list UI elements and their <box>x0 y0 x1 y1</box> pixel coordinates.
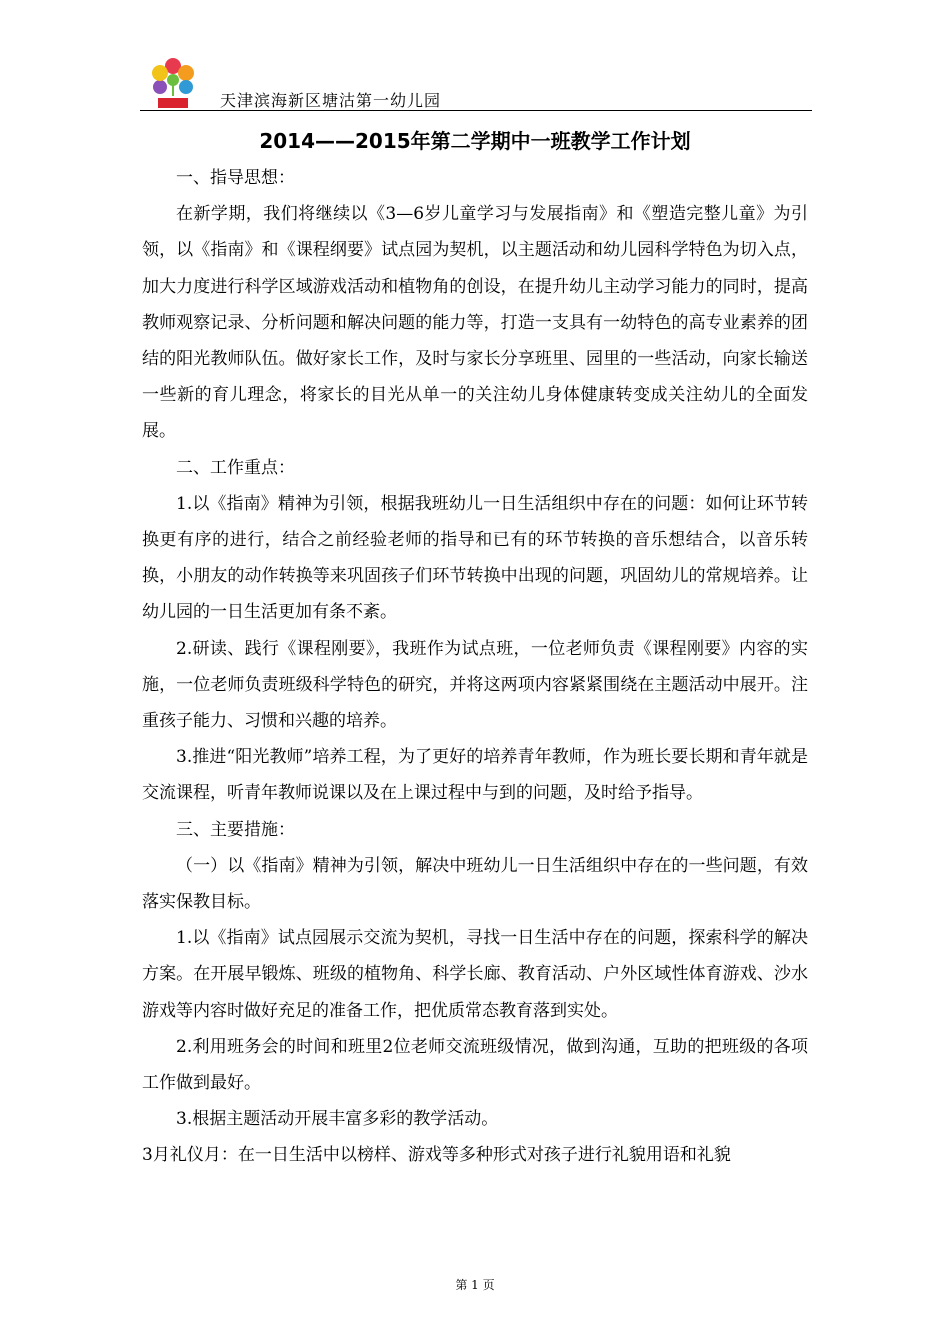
flower-icon <box>152 58 194 96</box>
kindergarten-logo <box>144 56 202 110</box>
header-divider <box>140 110 812 111</box>
document-body <box>142 160 808 1174</box>
paragraph: 3月礼仪月：在一日生活中以榜样、游戏等多种形式对孩子进行礼貌用语和礼貌 <box>142 1145 731 1166</box>
document-title: 2014——2015年第二学期中一班教学工作计划 <box>259 129 691 153</box>
paragraph: 二、工作重点： <box>176 457 295 478</box>
paragraph: 3.根据主题活动开展丰富多彩的教学活动。 <box>176 1109 499 1130</box>
page-number: 第 1 页 <box>455 1278 495 1292</box>
paragraph: 1.以《指南》精神为引领，根据我班幼儿一日生活组织中存在的问题：如何让环节转换更有序的进行，结合之前经验老师的指导和已有的环节转换的音乐想结合，以音乐转换，小朋友的动作转换等来巩固孩子们环节转换中出现的问题，巩固幼儿的常规培养。让幼儿园的一日生活更加有条不紊。 <box>142 493 808 623</box>
page-header <box>140 52 812 112</box>
paragraph: 一、指导思想： <box>176 168 295 188</box>
org-name: 天津滨海新区塘沽第一幼儿园 <box>220 91 442 110</box>
paragraph: 1.以《指南》试点园展示交流为契机，寻找一日生活中存在的问题，探索科学的解决方案。在开展早锻炼、班级的植物角、科学长廊、教育活动、户外区域性体育游戏、沙水游戏等内容时做好充足的准备工作，把优质常态教育落到实处。 <box>142 928 808 1021</box>
paragraph: 2.利用班务会的时间和班里2位老师交流班级情况，做到沟通，互助的把班级的各项工作做到最好。 <box>142 1036 808 1094</box>
paragraph: 三、主要措施： <box>176 819 295 840</box>
paragraph: 在新学期，我们将继续以《3—6岁儿童学习与发展指南》和《塑造完整儿童》为引领，以《指南》和《课程纲要》试点园为契机，以主题活动和幼儿园科学特色为切入点，加大力度进行科学区域游戏活动和植物角的创设，在提升幼儿主动学习能力的同时，提高教师观察记录、分析问题和解决问题的能力等，打造一支具有一幼特色的高专业素养的团结的阳光教师队伍。做好家长工作，及时与家长分享班里、园里的一些活动，向家长输送一些新的育儿理念，将家长的目光从单一的关注幼儿身体健康转变成关注幼儿的全面发展。 <box>142 204 808 442</box>
paragraph: （一）以《指南》精神为引领，解决中班幼儿一日生活组织中存在的一些问题，有效落实保教目标。 <box>142 855 808 913</box>
paragraph: 3.推进“阳光教师”培养工程，为了更好的培养青年教师，作为班长要长期和青年就是交流课程，听青年教师说课以及在上课过程中与到的问题，及时给予指导。 <box>142 747 808 804</box>
paragraph: 2.研读、践行《课程刚要》，我班作为试点班，一位老师负责《课程刚要》内容的实施，一位老师负责班级科学特色的研究，并将这两项内容紧紧围绕在主题活动中展开。注重孩子能力、习惯和兴趣的培养。 <box>142 638 808 732</box>
